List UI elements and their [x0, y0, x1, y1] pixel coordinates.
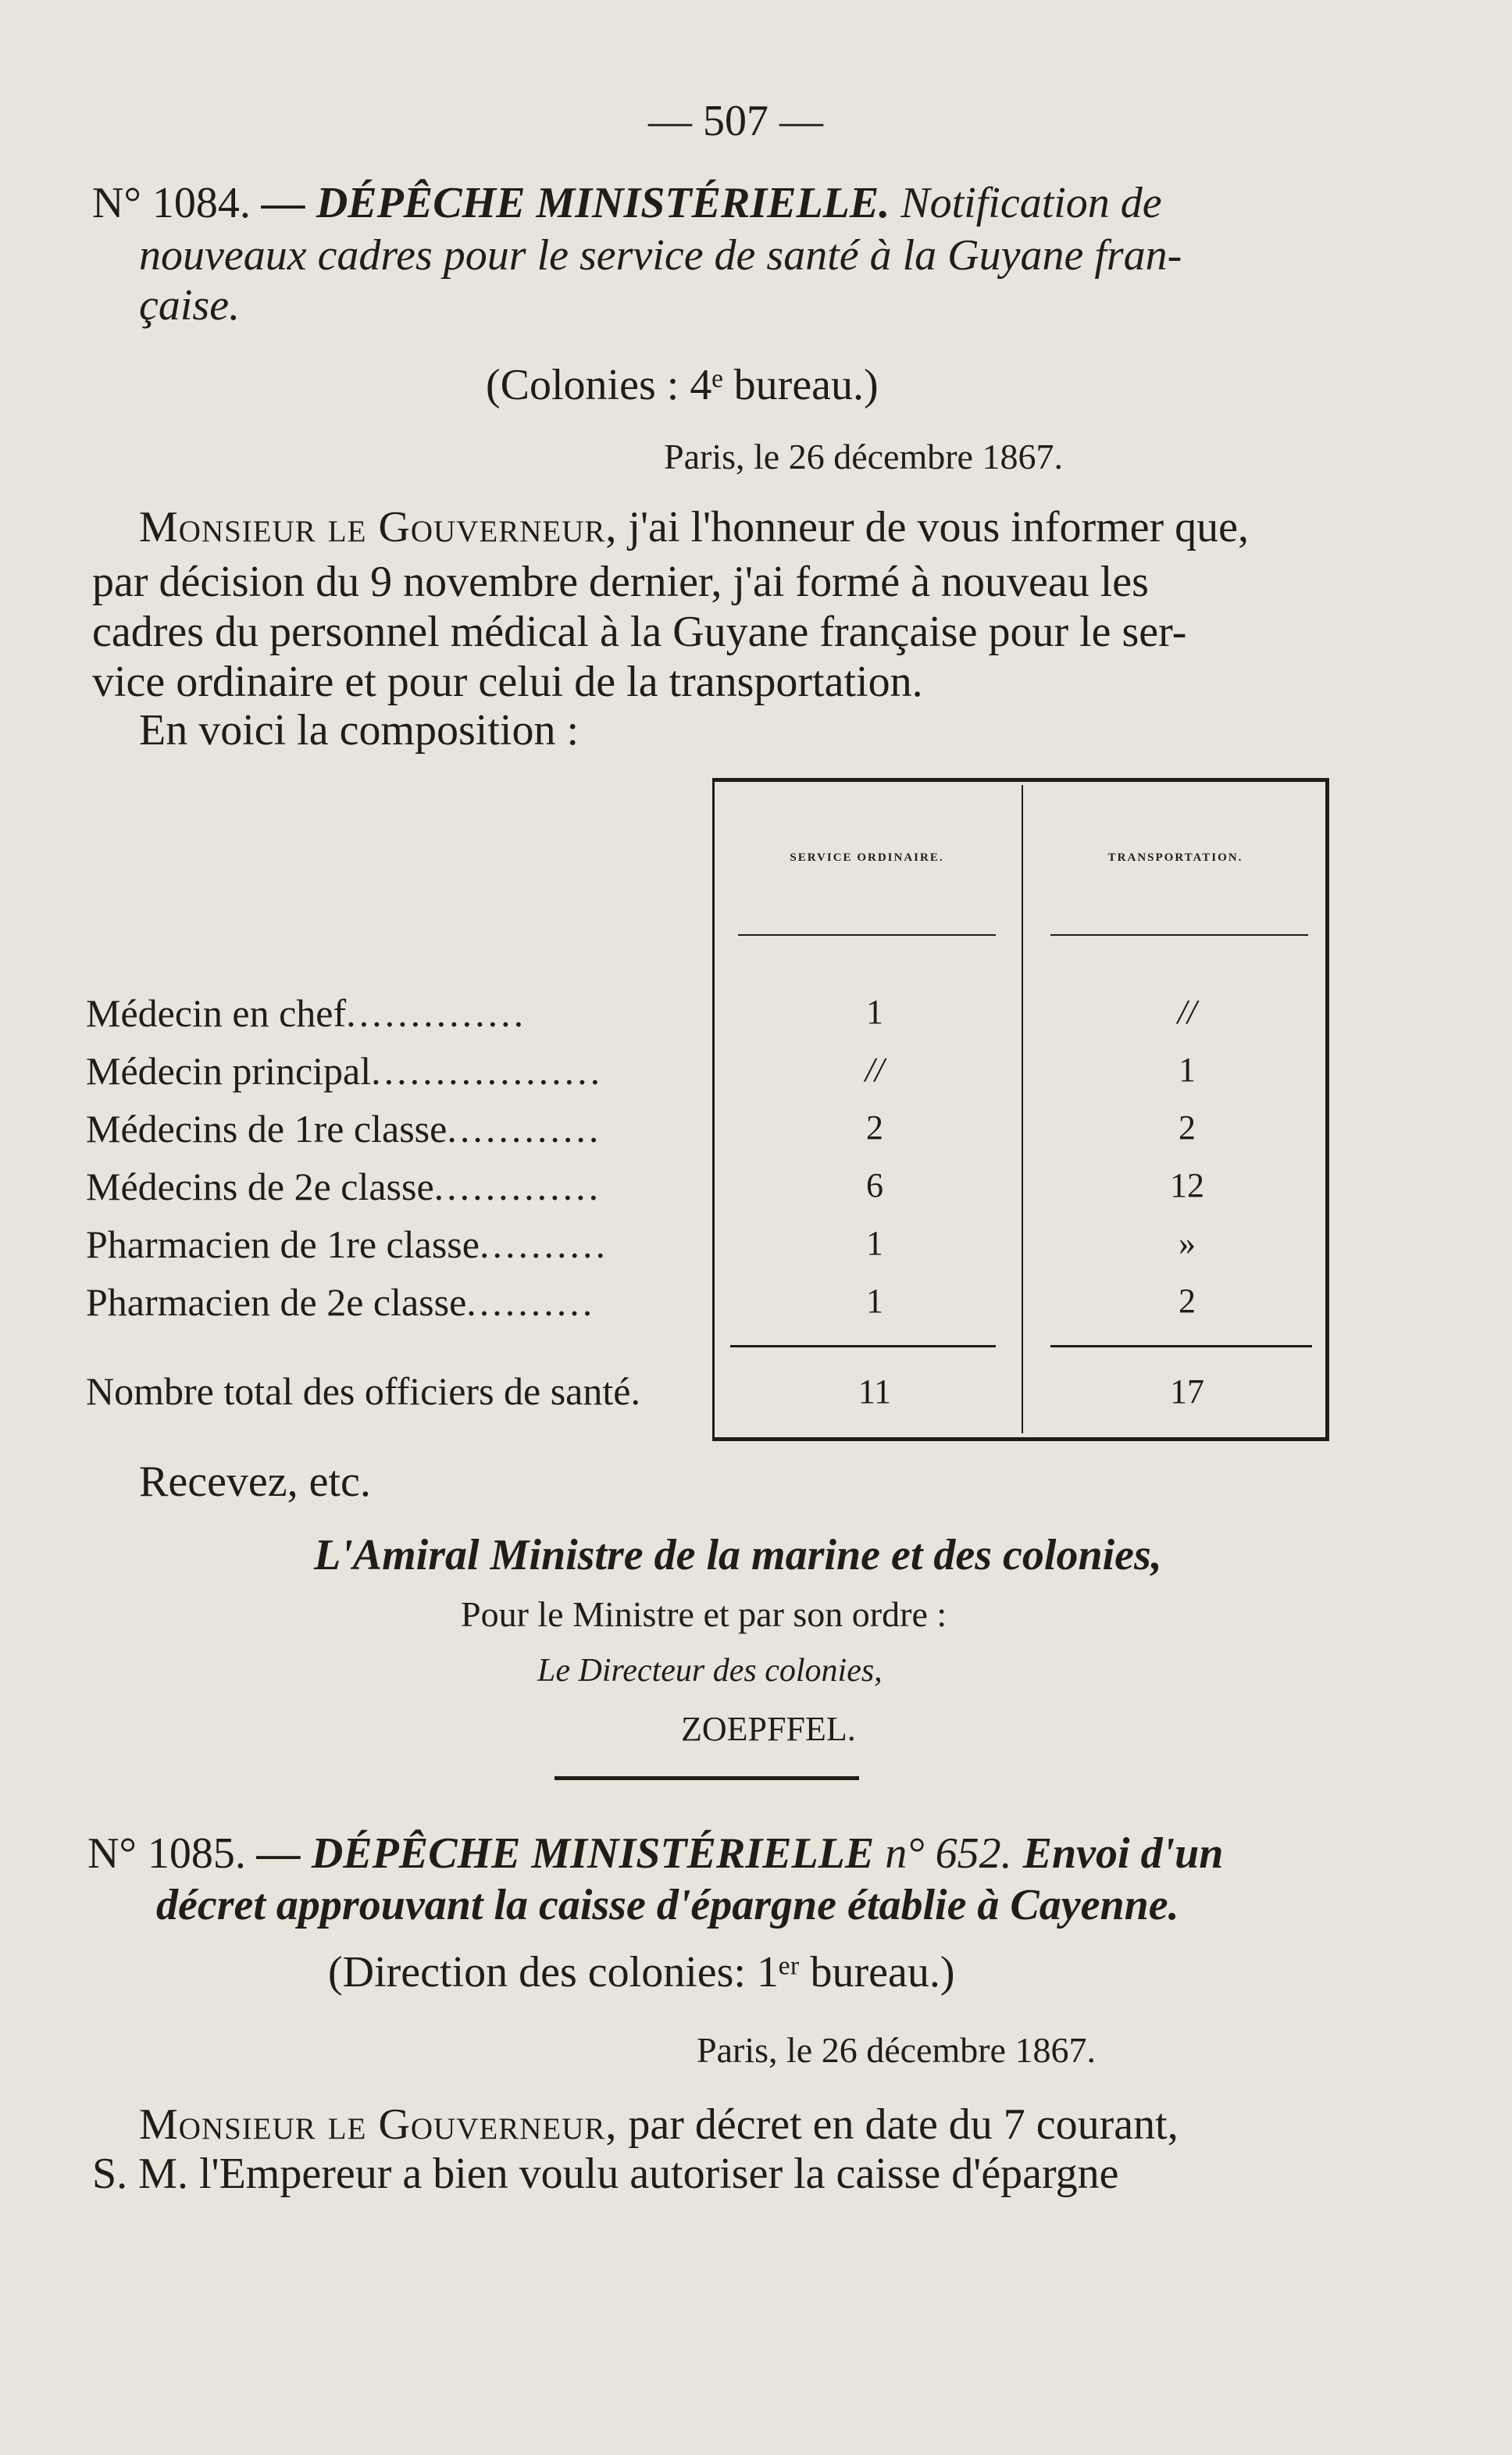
doc2-body-line1-text: par décret en date du 7 courant, — [628, 2100, 1179, 2149]
doc1-closing: Recevez, etc. — [139, 1458, 371, 1506]
row-label-text: Médecin en chef — [86, 991, 347, 1035]
doc1-body-line4: vice ordinaire et pour celui de la transportation. — [92, 658, 923, 706]
table-cell-ordinaire: 2 — [866, 1108, 883, 1147]
table-cell-ordinaire: // — [865, 1051, 885, 1089]
table-col-service-ordinaire: SERVICE ORDINAIRE. — [790, 851, 944, 864]
row-label-text: Pharmacien de 1re classe — [86, 1222, 480, 1266]
doc1-title: — DÉPÊCHE MINISTÉRIELLE. — [261, 179, 890, 227]
doc2-title: — DÉPÊCHE MINISTÉRIELLE — [256, 1829, 875, 1878]
leader-dots: ............ — [447, 1107, 602, 1151]
doc1-subject-line2: nouveaux cadres pour le service de santé à la Guyane fran- — [139, 231, 1182, 280]
doc1-body-line1-text: j'ai l'honneur de vous informer que, — [628, 503, 1250, 551]
doc1-signature-director: Le Directeur des colonies, — [537, 1653, 883, 1689]
page-number: — 507 — — [648, 97, 823, 145]
table-column-divider — [1022, 785, 1023, 1433]
doc2-body-line2: S. M. l'Empereur a bien voulu autoriser la caisse d'épargne — [92, 2150, 1119, 2198]
table-cell-ordinaire: 1 — [866, 1282, 883, 1320]
doc1-signature-minister: L'Amiral Ministre de la marine et des colonies, — [314, 1531, 1162, 1579]
doc2-title-no: n° 652. — [885, 1829, 1012, 1878]
leader-dots: .................. — [371, 1049, 604, 1093]
doc2-date: Paris, le 26 décembre 1867. — [697, 2030, 1096, 2070]
doc1-body-line1 — [139, 500, 1249, 555]
doc1-subject-line3: çaise. — [139, 281, 241, 330]
doc2-heading-line1 — [87, 1826, 1223, 1881]
table-cell-transportation: » — [1179, 1224, 1196, 1262]
table-left-rule — [712, 778, 715, 1440]
section-separator — [555, 1776, 859, 1780]
table-row-label — [86, 1164, 601, 1209]
doc1-signature-order: Pour le Ministre et par son ordre : — [461, 1594, 947, 1634]
table-total-ordinaire: 11 — [858, 1372, 892, 1411]
table-cell-ordinaire: 6 — [866, 1166, 883, 1204]
header-underline-1 — [738, 934, 996, 936]
table-col-transportation: TRANSPORTATION. — [1107, 851, 1243, 864]
doc1-body-line2: par décision du 9 novembre dernier, j'ai formé à nouveau les — [92, 558, 1149, 606]
table-row-label — [86, 1048, 603, 1094]
doc2-bureau: (Direction des colonies: 1ᵉʳ bureau.) — [328, 1948, 955, 1996]
table-total-transportation: 17 — [1170, 1372, 1204, 1411]
doc1-body-line3: cadres du personnel médical à la Guyane française pour le ser- — [92, 608, 1187, 656]
doc2-salutation: Monsieur le Gouverneur, — [139, 2100, 618, 2149]
row-label-text: Médecins de 1re classe — [86, 1107, 448, 1151]
doc1-bureau: (Colonies : 4ᵉ bureau.) — [486, 361, 879, 409]
table-cell-transportation: 2 — [1179, 1108, 1196, 1147]
doc1-signature-name: ZOEPFFEL. — [681, 1710, 856, 1748]
table-top-rule — [712, 778, 1329, 782]
table-row-label — [86, 1222, 608, 1267]
row-label-text: Médecins de 2e classe — [86, 1165, 434, 1208]
doc1-number: N° 1084. — [92, 179, 251, 227]
table-cell-transportation: 2 — [1179, 1282, 1196, 1320]
leader-dots: .............. — [346, 991, 527, 1035]
doc1-heading-line1 — [92, 176, 1162, 230]
table-row-label — [86, 1279, 595, 1325]
doc1-date: Paris, le 26 décembre 1867. — [664, 437, 1063, 476]
total-overline-2 — [1050, 1345, 1312, 1347]
total-overline-1 — [730, 1345, 996, 1347]
doc2-number: N° 1085. — [87, 1829, 246, 1878]
doc1-subject-part1: Notification de — [900, 179, 1162, 227]
table-total-label: Nombre total des officiers de santé. — [86, 1369, 640, 1413]
table-row-label — [86, 990, 526, 1036]
table-cell-transportation: 12 — [1170, 1166, 1204, 1204]
leader-dots: .......... — [466, 1280, 596, 1324]
table-right-rule — [1325, 778, 1329, 1440]
doc2-subject-line2: décret approuvant la caisse d'épargne établie à Cayenne. — [156, 1881, 1179, 1929]
table-cell-transportation: 1 — [1179, 1051, 1196, 1089]
table-row-label — [86, 1106, 601, 1151]
row-label-text: Pharmacien de 2e classe — [86, 1280, 467, 1324]
doc2-subject-part1: Envoi d'un — [1022, 1829, 1224, 1878]
header-underline-2 — [1050, 934, 1308, 936]
table-cell-transportation: // — [1177, 993, 1197, 1031]
row-label-text: Médecin principal — [86, 1049, 372, 1093]
doc1-salutation: Monsieur le Gouverneur, — [139, 503, 618, 551]
leader-dots: .......... — [479, 1222, 608, 1266]
table-cell-ordinaire: 1 — [866, 1224, 883, 1262]
table-bottom-rule — [712, 1437, 1329, 1441]
doc2-body-line1 — [139, 2097, 1179, 2152]
leader-dots: ............. — [433, 1165, 602, 1208]
table-cell-ordinaire: 1 — [866, 993, 883, 1031]
doc1-body-line5: En voici la composition : — [139, 706, 579, 755]
